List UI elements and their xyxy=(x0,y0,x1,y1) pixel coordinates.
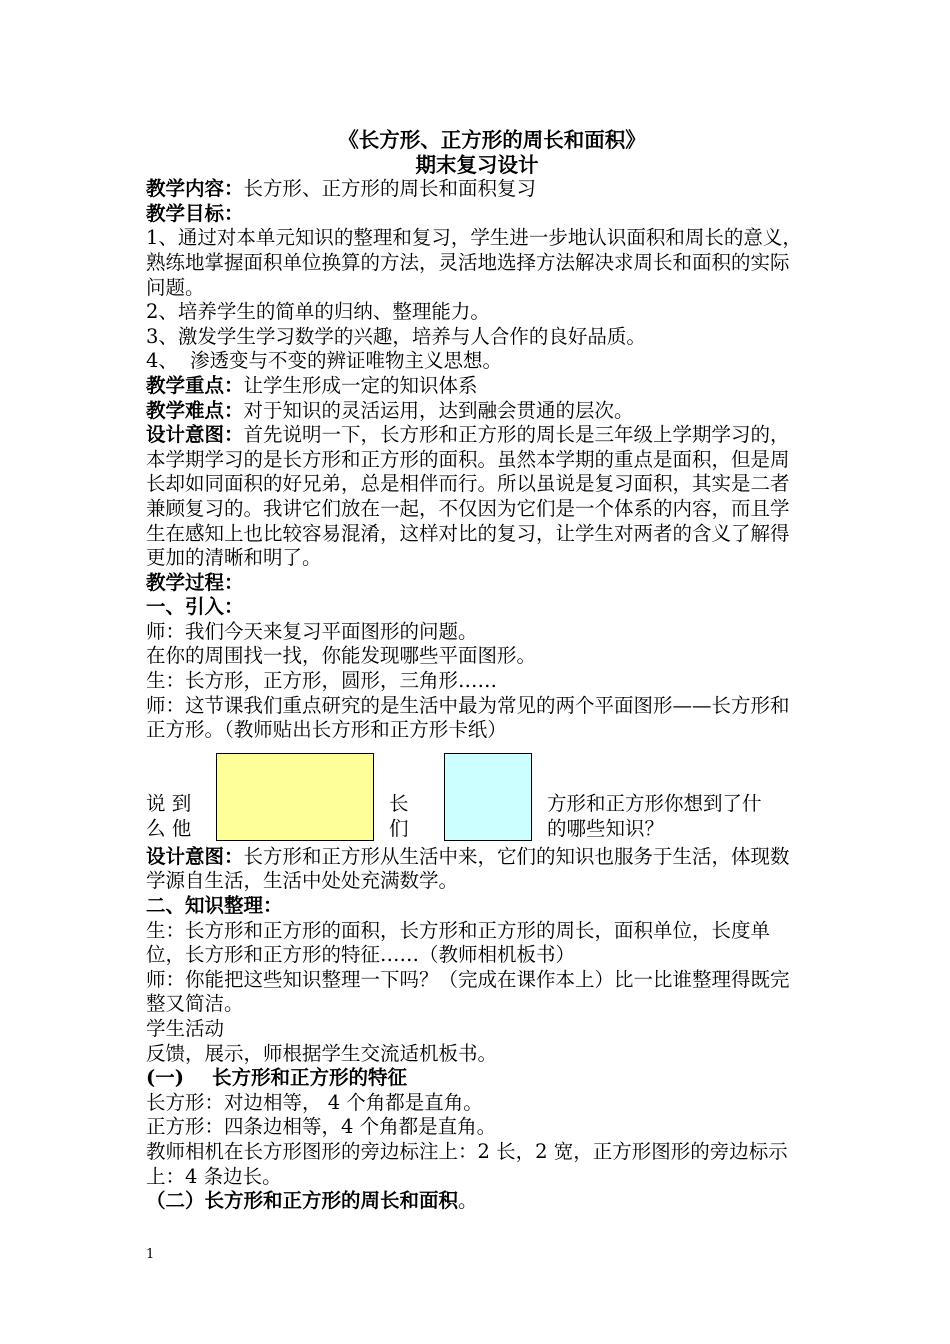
section-heading: 二、知识整理： xyxy=(146,894,283,918)
doc-subtitle: 期末复习设计 xyxy=(415,152,539,177)
wrapped-text: 方形和正方形你想到了什 xyxy=(547,791,762,815)
design-intent-paragraph: 设计意图：首先说明一下，长方形和正方形的周长是三年级上学期学习的，本学期学习的是长方形和正方形的面积。虽然本学期的重点是面积，但是周长却如同面积的好兄弟，总是相伴而行。所以虽说是复习面积，其实是二者兼顾复习的。我讲它们放在一起，不仅因为它们是一个体系的内容，而且学生在感知上也比较容易混淆，这样对比的复习，让学生对两者的含义了解得更加的清晰和明了。 xyxy=(146,423,790,570)
goals-heading: 教学目标： xyxy=(146,201,244,225)
goal-item: 3、激发学生学习数学的兴趣，培养与人合作的良好品质。 xyxy=(146,324,646,348)
difficulty-line: 教学难点：对于知识的灵活运用，达到融会贯通的层次。 xyxy=(146,398,634,422)
wrapped-text: 么 他 xyxy=(146,816,192,840)
dialog-line: 学生活动 xyxy=(146,1017,225,1040)
subsection-heading: （二）长方形和正方形的周长和面积。 xyxy=(146,1189,478,1213)
design-intent-paragraph: 设计意图：长方形和正方形从生活中来，它们的知识也服务于生活，体现数学源自生活，生活中处处充满数学。 xyxy=(146,844,790,893)
square-card xyxy=(444,753,532,841)
doc-title: 《长方形、正方形的周长和面积》 xyxy=(338,128,646,152)
dialog-line: 生：长方形和正方形的面积，长方形和正方形的周长，面积单位，长度单位，长方形和正方形的特征……（教师相机板书） xyxy=(146,918,771,967)
goal-item: 4、 渗透变与不变的辨证唯物主义思想。 xyxy=(146,349,503,373)
subsection-heading: (一) 长方形和正方形的特征 xyxy=(146,1066,408,1090)
focus-line: 教学重点：让学生形成一定的知识体系 xyxy=(146,373,478,397)
process-heading: 教学过程： xyxy=(146,570,244,594)
goal-item: 2、培养学生的简单的归纳、整理能力。 xyxy=(146,300,490,324)
dialog-line: 反馈，展示，师根据学生交流适机板书。 xyxy=(146,1041,498,1065)
rectangle-card xyxy=(216,753,374,841)
dialog-line: 师：这节课我们重点研究的是生活中最为常见的两个平面图形——长方形和正方形。（教师贴出长方形和正方形卡纸） xyxy=(146,693,790,742)
wrapped-text: 的哪些知识？ xyxy=(547,816,665,840)
document-body xyxy=(146,128,808,1214)
dialog-line: 师：我们今天来复习平面图形的问题。 xyxy=(146,619,478,643)
shapes-figure-row xyxy=(146,751,808,845)
wrapped-text: 长 xyxy=(389,791,409,815)
dialog-line: 在你的周围找一找，你能发现哪些平面图形。 xyxy=(146,644,537,668)
feature-line: 正方形：四条边相等，4 个角都是直角。 xyxy=(146,1115,497,1139)
content-line: 教学内容：长方形、正方形的周长和面积复习 xyxy=(146,177,537,201)
section-heading: 一、引入： xyxy=(146,595,244,619)
goal-item: 1、通过对本单元知识的整理和复习，学生进一步地认识面积和周长的意义，熟练地掌握面积单位换算的方法，灵活地选择方法解决求周长和面积的实际问题。 xyxy=(146,226,802,299)
feature-line: 教师相机在长方形图形的旁边标注上：2 长，2 宽，正方形图形的旁边标示上：4 条边长。 xyxy=(146,1139,788,1188)
page-number: 1 xyxy=(146,1247,155,1262)
wrapped-text: 说 到 xyxy=(146,791,192,815)
dialog-line: 师：你能把这些知识整理一下吗？（完成在课作本上）比一比谁整理得既完整又简洁。 xyxy=(146,967,790,1016)
dialog-line: 生：长方形，正方形，圆形，三角形…… xyxy=(146,669,498,693)
wrapped-text: 们 xyxy=(389,816,409,840)
feature-line: 长方形：对边相等， 4 个角都是直角。 xyxy=(146,1090,483,1114)
